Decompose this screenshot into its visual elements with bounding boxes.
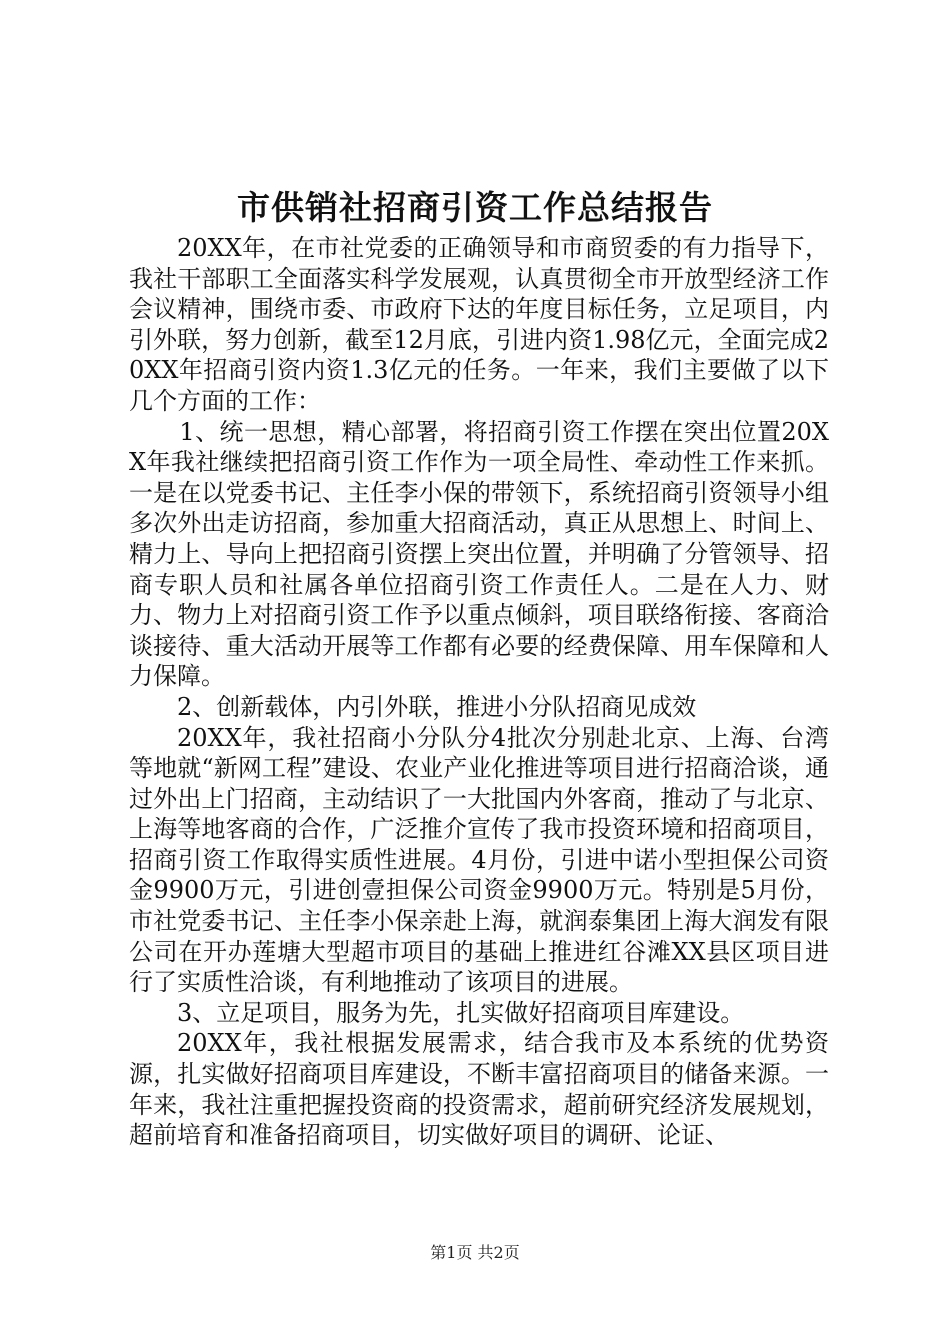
section-heading-2: 2、创新载体，内引外联，推进小分队招商见成效 [177, 692, 697, 721]
paragraph-intro: 20XX年，在市社党委的正确领导和市商贸委的有力指导下，我社干部职工全面落实科学发展观，认真贯彻全市开放型经济工作会议精神，围绕市委、市政府下达的年度目标任务，立足项目，内引外联，努力创新，截至12月底，引进内资1.98亿元，全面完成20XX年招商引资内资1.3亿元的任务。一年来，我们主要做了以下几个方面的工作： [129, 234, 829, 415]
paragraph-section-1: 1、统一思想，精心部署，将招商引资工作摆在突出位置20XX年我社继续把招商引资工作作为一项全局性、牵动性工作来抓。一是在以党委书记、主任李小保的带领下，系统招商引资领导小组多次外出走访招商，参加重大招商活动，真正从思想上、时间上、精力上、导向上把招商引资摆上突出位置，并明确了分管领导、招商专职人员和社属各单位招商引资工作责任人。二是在人力、财力、物力上对招商引资工作予以重点倾斜，项目联络衔接、客商洽谈接待、重大活动开展等工作都有必要的经费保障、用车保障和人力保障。 [129, 417, 829, 691]
section-heading-3: 3、立足项目，服务为先，扎实做好招商项目库建设。 [177, 998, 745, 1027]
document-body [129, 233, 829, 1151]
paragraph-section-2: 20XX年，我社招商小分队分4批次分别赴北京、上海、台湾等地就“新网工程”建设、农业产业化推进等项目进行招商洽谈，通过外出上门招商，主动结识了一大批国内外客商，推动了与北京、上海等地客商的合作，广泛推介宣传了我市投资环境和招商项目，招商引资工作取得实质性进展。4月份，引进中诺小型担保公司资金9900万元，引进创壹担保公司资金9900万元。特别是5月份，市社党委书记、主任李小保亲赴上海，就润泰集团上海大润发有限公司在开办莲塘大型超市项目的基础上推进红谷滩XX县区项目进行了实质性洽谈，有利地推动了该项目的进展。 [129, 723, 829, 997]
paragraph-section-3: 20XX年，我社根据发展需求，结合我市及本系统的优势资源，扎实做好招商项目库建设，不断丰富招商项目的储备来源。一年来，我社注重把握投资商的投资需求，超前研究经济发展规划，超前培育和准备招商项目，切实做好项目的调研、论证、 [129, 1029, 829, 1150]
page-number-footer: 第1页 共2页 [430, 1243, 520, 1262]
document-title: 市供销社招商引资工作总结报告 [237, 188, 713, 227]
